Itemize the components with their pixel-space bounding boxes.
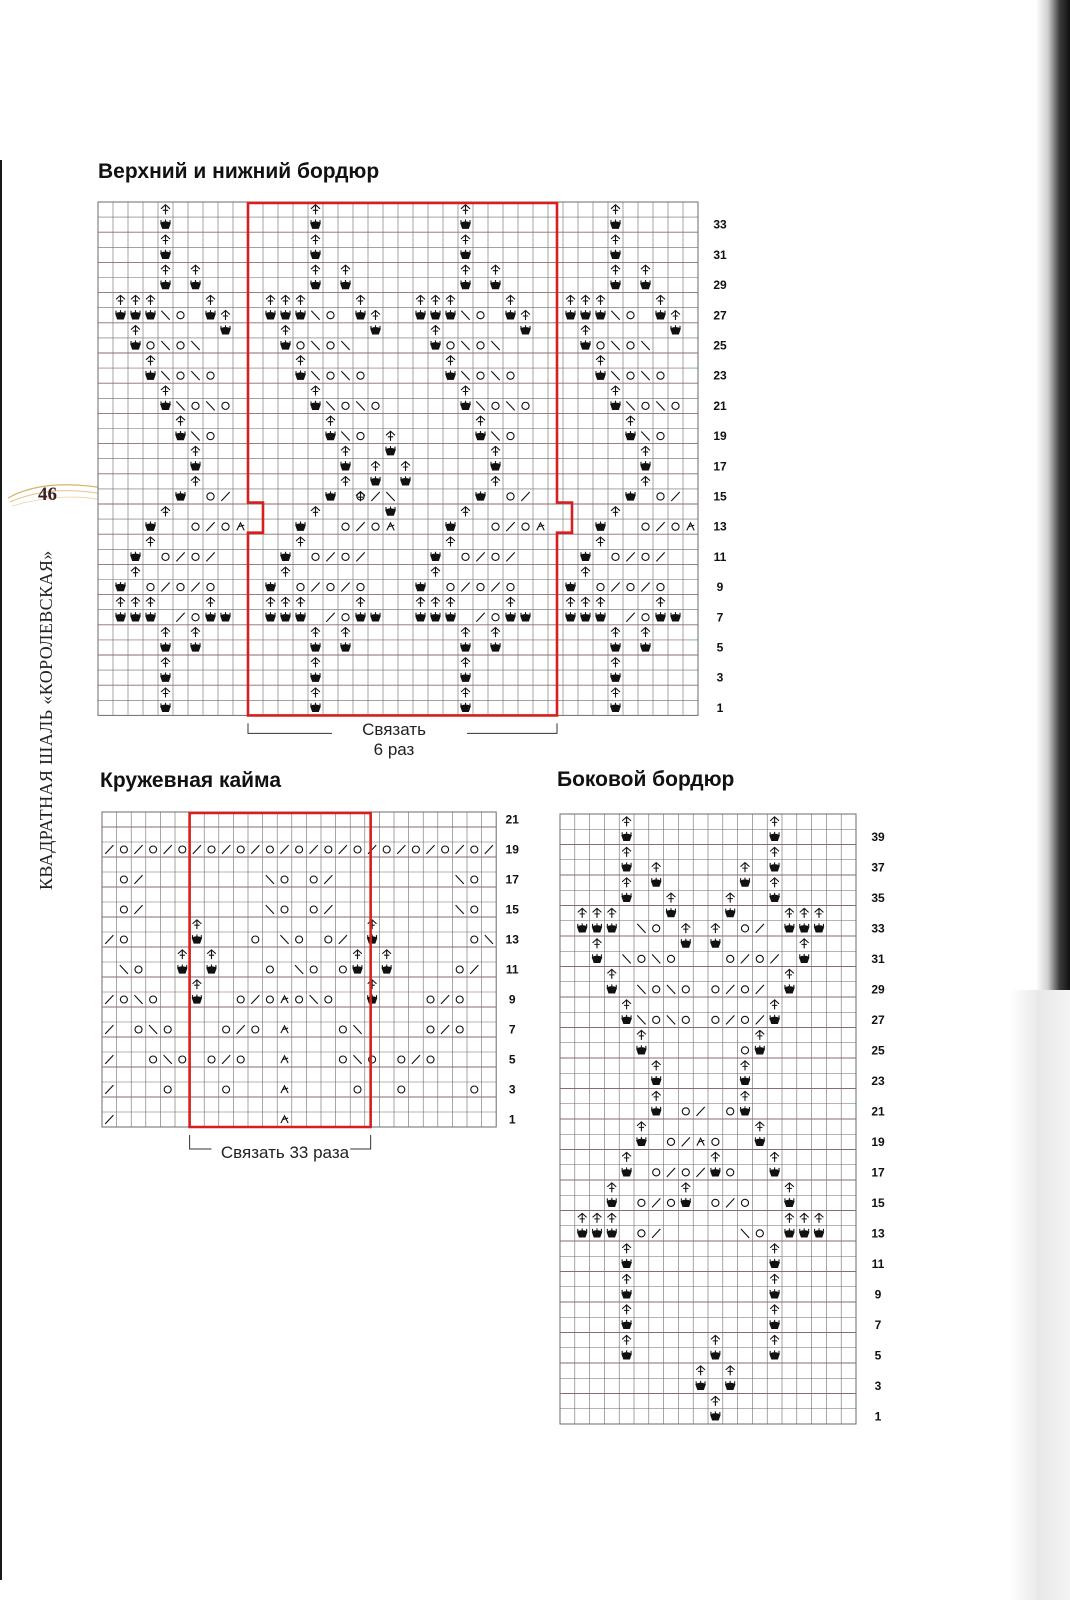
row-number-label: 13 bbox=[505, 932, 519, 947]
row-number-label: 21 bbox=[871, 1104, 885, 1119]
row-number-label: 7 bbox=[874, 1317, 882, 1332]
row-number-label: 37 bbox=[871, 860, 885, 875]
row-number-label: 25 bbox=[713, 338, 727, 353]
row-number-label: 19 bbox=[505, 842, 519, 857]
repeat-note-line1: Связать bbox=[362, 720, 426, 739]
row-number-label: 13 bbox=[713, 519, 727, 534]
page-number: 46 bbox=[38, 484, 57, 505]
row-number-label: 31 bbox=[871, 951, 885, 966]
row-number-label: 33 bbox=[713, 217, 727, 232]
chart-grid bbox=[560, 814, 856, 1424]
row-number-label: 1 bbox=[508, 1112, 516, 1127]
row-number-label: 13 bbox=[871, 1226, 885, 1241]
row-number-label: 23 bbox=[713, 368, 727, 383]
row-number-label: 7 bbox=[508, 1022, 516, 1037]
row-number-label: 17 bbox=[871, 1165, 885, 1180]
row-number-label: 11 bbox=[505, 962, 519, 977]
chart-lace-edging bbox=[102, 812, 532, 1134]
row-number-label: 5 bbox=[716, 640, 724, 655]
row-number-label: 19 bbox=[713, 429, 727, 444]
row-number-label: 15 bbox=[713, 489, 727, 504]
row-number-label: 31 bbox=[713, 247, 727, 262]
running-title: КВАДРАТНАЯ ШАЛЬ «КОРОЛЕВСКАЯ» bbox=[36, 550, 56, 890]
row-number-label: 9 bbox=[874, 1287, 882, 1302]
row-number-label: 9 bbox=[716, 580, 724, 595]
row-number-label: 17 bbox=[713, 459, 727, 474]
chart-title-lace-edging: Кружевная кайма bbox=[100, 769, 281, 792]
row-number-label: 11 bbox=[713, 549, 727, 564]
row-number-label: 33 bbox=[871, 921, 885, 936]
row-number-label: 27 bbox=[713, 308, 727, 323]
row-number-label: 27 bbox=[871, 1012, 885, 1027]
row-number-label: 5 bbox=[508, 1052, 516, 1067]
row-number-label: 25 bbox=[871, 1043, 885, 1058]
chart-side-border bbox=[560, 814, 900, 1428]
binding-rule bbox=[0, 160, 2, 1580]
row-number-label: 29 bbox=[713, 278, 727, 293]
row-number-label: 17 bbox=[505, 872, 519, 887]
row-number-label: 15 bbox=[871, 1195, 885, 1210]
chart-title-top-border: Верхний и нижний бордюр bbox=[98, 160, 380, 183]
chart-title-side-border: Боковой бордюр bbox=[557, 768, 735, 791]
row-number-label: 1 bbox=[874, 1409, 882, 1424]
row-number-label: 23 bbox=[871, 1073, 885, 1088]
repeat-note-line2: 6 раз bbox=[373, 740, 415, 759]
repeat-note: Связать 33 раза bbox=[220, 1143, 350, 1162]
row-number-label: 3 bbox=[874, 1378, 882, 1393]
chart-grid bbox=[98, 202, 698, 715]
row-number-label: 7 bbox=[716, 610, 724, 625]
row-number-label: 1 bbox=[716, 700, 724, 715]
page-edge-shade bbox=[1010, 990, 1070, 1600]
row-number-label: 21 bbox=[505, 812, 519, 827]
row-number-label: 3 bbox=[508, 1082, 516, 1097]
row-number-label: 3 bbox=[716, 670, 724, 685]
row-number-label: 21 bbox=[713, 398, 727, 413]
row-number-label: 11 bbox=[871, 1256, 885, 1271]
row-number-label: 15 bbox=[505, 902, 519, 917]
chart-top-border bbox=[98, 202, 758, 720]
row-number-label: 5 bbox=[874, 1348, 882, 1363]
row-number-label: 35 bbox=[871, 890, 885, 905]
row-number-label: 19 bbox=[871, 1134, 885, 1149]
row-number-label: 39 bbox=[871, 829, 885, 844]
row-number-label: 29 bbox=[871, 982, 885, 997]
row-number-label: 9 bbox=[508, 992, 516, 1007]
